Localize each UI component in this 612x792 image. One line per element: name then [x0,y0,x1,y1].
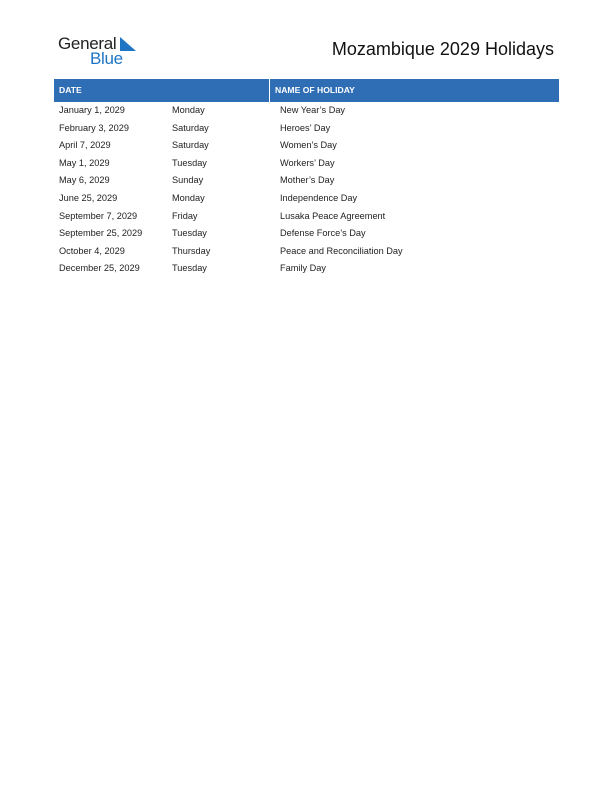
table-row [54,120,559,138]
table-row [54,172,559,190]
cell-date: May 1, 2029 [59,157,110,168]
cell-weekday: Tuesday [172,263,207,274]
cell-holiday-name: Women’s Day [280,140,337,151]
cell-weekday: Monday [172,105,205,115]
cell-holiday-name: Heroes’ Day [280,122,331,133]
cell-holiday-name: Defense Force’s Day [280,228,366,239]
cell-weekday: Saturday [172,122,209,133]
cell-date: October 4, 2029 [59,245,125,256]
cell-weekday: Tuesday [172,228,207,239]
table-header [54,79,559,102]
header-date: DATE [54,79,270,102]
cell-date: December 25, 2029 [59,263,140,274]
cell-weekday: Sunday [172,175,204,186]
cell-date: February 3, 2029 [59,122,129,133]
page-title: Mozambique 2029 Holidays [331,39,554,59]
table-row [54,102,559,120]
cell-weekday: Friday [172,210,198,221]
cell-weekday: Monday [172,192,205,203]
cell-holiday-name: Family Day [280,263,326,274]
logo-text-blue: Blue [90,49,123,68]
cell-weekday: Tuesday [172,157,207,168]
table-row [54,155,559,173]
cell-date: September 25, 2029 [59,228,143,239]
cell-holiday-name: New Year’s Day [280,105,346,115]
cell-holiday-name: Workers’ Day [280,157,335,168]
cell-holiday-name: Mother’s Day [280,175,335,186]
table-row [54,260,559,278]
table-row [54,243,559,261]
table-row [54,137,559,155]
header-holiday-name: NAME OF HOLIDAY [270,79,559,102]
cell-weekday: Saturday [172,140,209,151]
cell-weekday: Thursday [172,245,211,256]
table-row [54,208,559,226]
cell-date: April 7, 2029 [59,140,111,151]
cell-holiday-name: Independence Day [280,192,358,203]
cell-date: September 7, 2029 [59,210,138,221]
cell-holiday-name: Lusaka Peace Agreement [280,210,386,221]
logo [58,34,148,68]
holiday-table [54,79,559,278]
table-row [54,225,559,243]
logo-text-general: General [58,34,117,53]
cell-date: May 6, 2029 [59,175,110,186]
cell-date: January 1, 2029 [59,105,125,115]
cell-date: June 25, 2029 [59,192,118,203]
table-body [54,102,559,278]
table-row [54,190,559,208]
cell-holiday-name: Peace and Reconciliation Day [280,245,403,256]
